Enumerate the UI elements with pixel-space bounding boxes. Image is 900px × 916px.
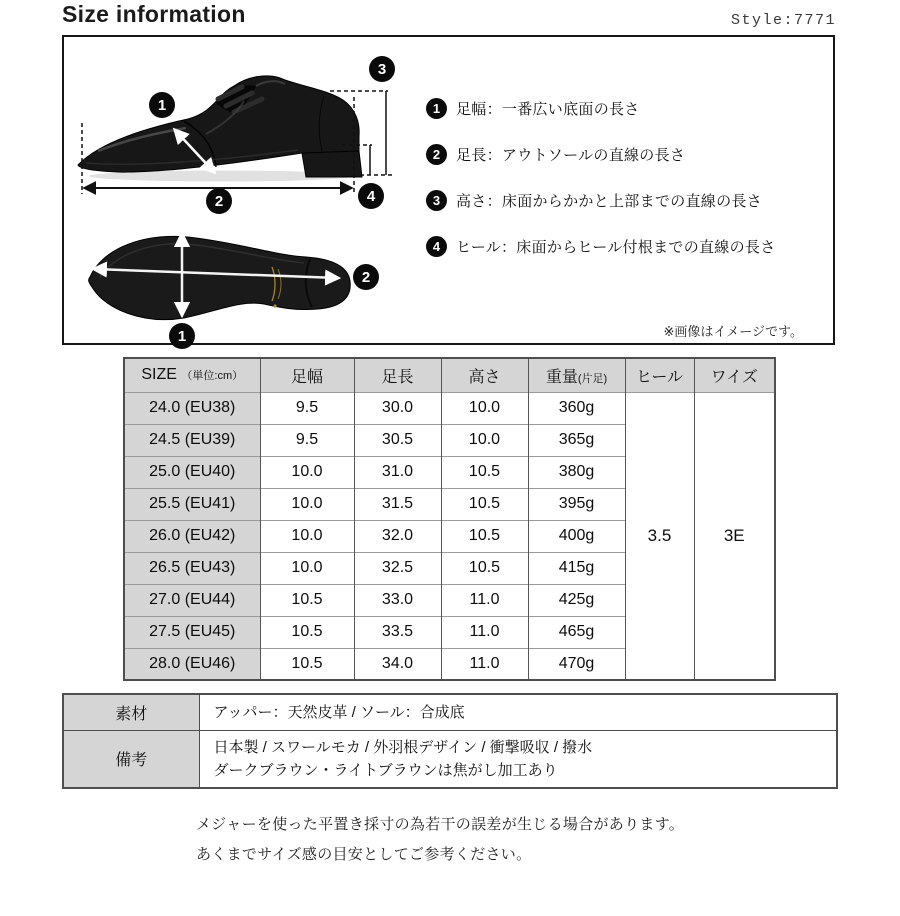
badge-3-height [369,56,395,82]
foot-width-cell: 10.0 [260,552,354,584]
legend-item-foot-width [426,97,826,119]
width-grade-merged-cell: 3E [694,392,775,680]
size-table [123,357,776,681]
col-header-heel: ヒール [625,358,694,392]
height-cell: 10.0 [441,424,528,456]
col-header-height: 高さ [441,358,528,392]
foot-width-cell: 10.0 [260,520,354,552]
foot-length-cell: 30.5 [354,424,441,456]
badge-1-sole-number: 1 [177,328,187,345]
size-cell: 28.0 (EU46) [124,648,260,680]
material-row [63,694,837,730]
weight-cell: 360g [528,392,625,424]
badge-1-sole-width [169,323,195,349]
size-cell: 27.5 (EU45) [124,616,260,648]
foot-length-cell: 33.5 [354,616,441,648]
page-title: Size information [62,1,246,27]
col-header-weight-unit: (片足) [577,372,608,385]
size-cell: 24.5 (EU39) [124,424,260,456]
size-cell: 24.0 (EU38) [124,392,260,424]
disclaimer-line-1: メジャーを使った平置き採寸の為若干の誤差が生じる場合があります。 [196,816,685,833]
sole-gold-stamp-dot [273,304,276,307]
style-number-label: Style:7771 [730,12,836,29]
foot-length-cell: 31.5 [354,488,441,520]
size-cell: 26.0 (EU42) [124,520,260,552]
col-header-size-main: SIZE [141,366,177,384]
col-header-weight [528,358,625,392]
legend-text-height: 高さ：床面からかかと上部までの直線の長さ [456,192,763,210]
height-cell: 11.0 [441,648,528,680]
badge-4-heel [358,183,384,209]
legend-item-foot-length [426,143,826,165]
legend-item-height [426,189,826,211]
col-header-size [124,358,260,392]
foot-length-cell: 31.0 [354,456,441,488]
foot-length-cell: 34.0 [354,648,441,680]
legend-text-foot-width: 足幅：一番広い底面の長さ [456,100,640,118]
notes-line-1: 日本製 / スワールモカ / 外羽根デザイン / 衝撃吸収 / 撥水 [213,738,593,756]
height-cell: 10.0 [441,392,528,424]
weight-cell: 400g [528,520,625,552]
foot-length-cell: 32.5 [354,552,441,584]
badge-4-number: 4 [366,188,376,205]
foot-width-cell: 9.5 [260,424,354,456]
size-cell: 25.5 (EU41) [124,488,260,520]
weight-cell: 380g [528,456,625,488]
col-header-foot-width: 足幅 [260,358,354,392]
badge-2-sole-number: 2 [361,269,371,286]
material-label: 素材 [63,694,199,730]
shoe-side-view-diagram [66,39,434,215]
col-header-size-unit: （単位:cm） [181,370,244,383]
legend-badge-1: 1 [426,98,447,119]
badge-1-number: 1 [157,97,167,114]
size-table-header-row [124,358,775,392]
badge-2-length [206,188,232,214]
foot-length-cell: 32.0 [354,520,441,552]
notes-row [63,730,837,788]
badge-2-number: 2 [214,193,224,210]
height-cell: 10.5 [441,488,528,520]
weight-cell: 365g [528,424,625,456]
legend-badge-3: 3 [426,190,447,211]
foot-width-cell: 10.5 [260,584,354,616]
height-cell: 11.0 [441,616,528,648]
size-row-24-0 [124,392,775,424]
foot-length-cell: 33.0 [354,584,441,616]
measurement-diagram-box [62,35,835,345]
image-disclaimer-note: ※画像はイメージです。 [663,324,803,339]
material-value: アッパー：天然皮革 / ソール：合成底 [199,694,837,730]
size-cell: 26.5 (EU43) [124,552,260,584]
heel-merged-cell: 3.5 [625,392,694,680]
height-cell: 10.5 [441,520,528,552]
legend-text-foot-length: 足長：アウトソールの直線の長さ [456,146,686,164]
shoe-sole-view-diagram [66,215,434,379]
height-cell: 10.5 [441,552,528,584]
weight-cell: 415g [528,552,625,584]
foot-width-cell: 10.5 [260,648,354,680]
foot-width-cell: 10.5 [260,616,354,648]
size-cell: 25.0 (EU40) [124,456,260,488]
measurement-disclaimer [196,810,684,870]
weight-cell: 395g [528,488,625,520]
notes-line-2: ダークブラウン・ライトブラウンは焦がし加工あり [213,761,558,779]
size-cell: 27.0 (EU44) [124,584,260,616]
weight-cell: 425g [528,584,625,616]
foot-length-cell: 30.0 [354,392,441,424]
badge-3-number: 3 [377,61,387,78]
badge-1-width [149,92,175,118]
badge-2-sole-length [353,264,379,290]
notes-value [199,730,837,788]
legend-badge-4: 4 [426,236,447,257]
legend-text-heel: ヒール：床面からヒール付根までの直線の長さ [456,238,776,256]
measurement-legend [426,97,826,281]
foot-width-cell: 9.5 [260,392,354,424]
weight-cell: 470g [528,648,625,680]
disclaimer-line-2: あくまでサイズ感の目安としてご参考ください。 [196,846,532,863]
col-header-foot-length: 足長 [354,358,441,392]
notes-label: 備考 [63,730,199,788]
legend-badge-2: 2 [426,144,447,165]
legend-item-heel [426,235,826,257]
foot-width-cell: 10.0 [260,488,354,520]
materials-table [62,693,838,789]
col-header-weight-main: 重量 [545,368,578,386]
weight-cell: 465g [528,616,625,648]
height-cell: 10.5 [441,456,528,488]
height-cell: 11.0 [441,584,528,616]
foot-width-cell: 10.0 [260,456,354,488]
col-header-width-grade: ワイズ [694,358,775,392]
